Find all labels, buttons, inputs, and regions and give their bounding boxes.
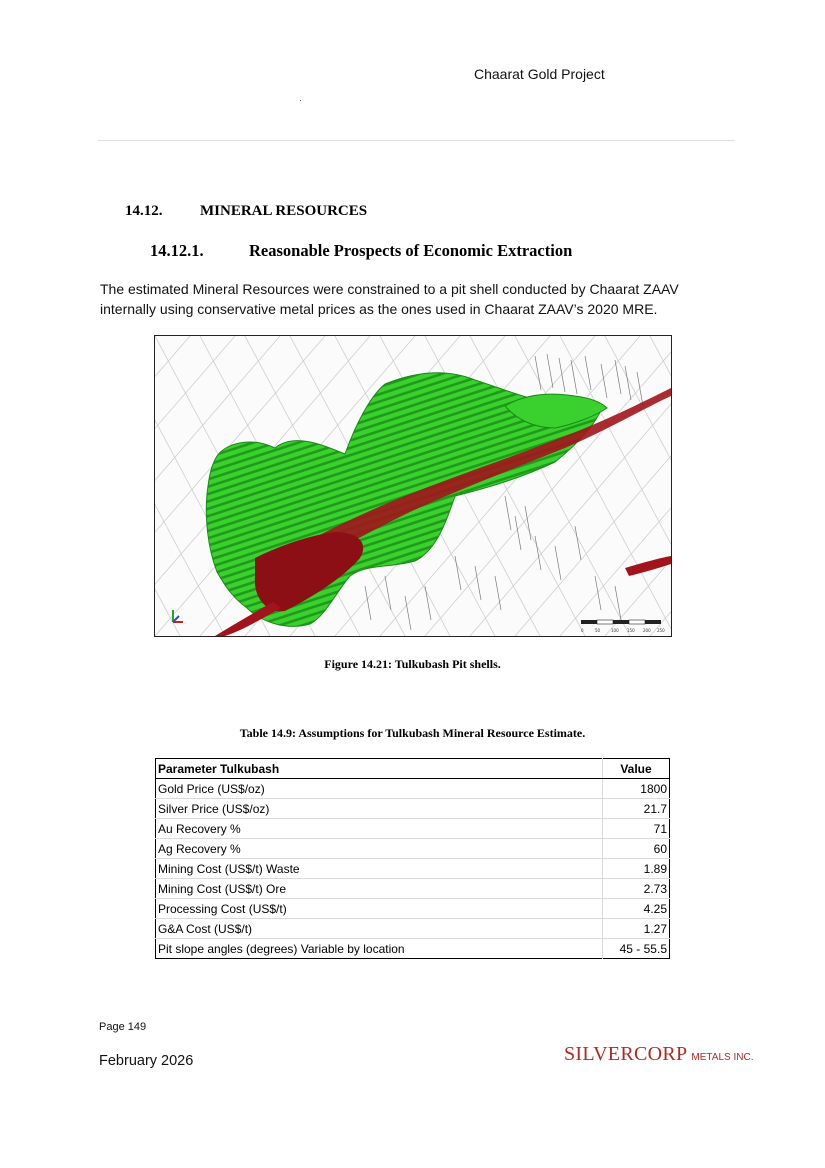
drill-hole-trace [547, 354, 553, 388]
drill-hole-trace [475, 566, 481, 600]
grid-line [470, 336, 630, 636]
pit-shell-figure [154, 335, 672, 637]
scale-label: 150 [627, 628, 635, 633]
drill-hole-trace [601, 364, 607, 398]
header-value: Value [603, 759, 670, 779]
header-parameter: Parameter Tulkubash [156, 759, 603, 779]
logo-sub-text: METALS INC. [691, 1052, 754, 1063]
section-number: 14.12. [125, 203, 163, 219]
assumptions-table [155, 758, 670, 959]
cell-parameter: Gold Price (US$/oz) [156, 779, 603, 799]
logo-main-text: SILVERCORP [564, 1043, 688, 1065]
cell-parameter: G&A Cost (US$/t) [156, 919, 603, 939]
scale-label: 200 [643, 628, 651, 633]
section-title: MINERAL RESOURCES [200, 203, 368, 219]
drill-hole-trace [595, 576, 601, 610]
ore-body-right [625, 556, 671, 576]
drill-hole-trace [555, 546, 561, 580]
table-row [156, 919, 670, 939]
cell-parameter: Pit slope angles (degrees) Variable by location [158, 941, 405, 956]
subsection-number: 14.12.1. [150, 241, 204, 260]
cell-value: 4.25 [603, 899, 670, 919]
scale-label: 250 [657, 628, 665, 633]
table-row [156, 779, 670, 799]
silvercorp-logo [564, 1043, 753, 1066]
drill-hole-trace [365, 586, 371, 620]
drill-hole-trace [535, 356, 541, 390]
subsection-title: Reasonable Prospects of Economic Extraction [249, 241, 573, 260]
table-row [156, 799, 670, 819]
table-caption: Table 14.9: Assumptions for Tulkubash Mineral Resource Estimate. [239, 726, 586, 740]
header-divider [98, 140, 735, 141]
grid-line [605, 336, 671, 636]
grid-line [650, 336, 671, 636]
grid-line [515, 336, 671, 636]
drill-hole-trace [515, 516, 521, 550]
drill-hole-trace [559, 358, 565, 392]
cell-value: 45 - 55.5 [603, 939, 670, 959]
grid-line [650, 336, 671, 636]
figure-caption: Figure 14.21: Tulkubash Pit shells. [324, 657, 501, 671]
cell-value: 1800 [603, 779, 670, 799]
table-row [156, 899, 670, 919]
cell-value: 21.7 [603, 799, 670, 819]
drill-hole-trace [525, 506, 531, 540]
scale-label: 0 [581, 628, 584, 633]
cell-value: 1.89 [603, 859, 670, 879]
table-row [156, 939, 670, 959]
grid-line [155, 336, 190, 636]
table-row [156, 839, 670, 859]
scale-bar [581, 620, 665, 633]
header-dot [300, 100, 301, 101]
drill-hole-trace [571, 360, 577, 394]
cell-parameter: Ag Recovery % [156, 839, 603, 859]
section-heading [125, 203, 367, 220]
cell-parameter: Mining Cost (US$/t) Waste [156, 859, 603, 879]
subsection-heading [150, 241, 572, 261]
drill-hole-trace [495, 576, 501, 610]
table-row [156, 819, 670, 839]
document-header-title: Chaarat Gold Project [474, 66, 605, 82]
grid-line [560, 336, 671, 636]
grid-line [560, 336, 671, 636]
table-row [156, 859, 670, 879]
drill-hole-trace [535, 536, 541, 570]
scale-label: 100 [611, 628, 619, 633]
drill-hole-trace [615, 586, 621, 620]
table-header-row [156, 759, 670, 779]
cell-value: 71 [603, 819, 670, 839]
grid-line [605, 336, 671, 636]
table-row [156, 879, 670, 899]
cell-parameter: Mining Cost (US$/t) Ore [156, 879, 603, 899]
cell-parameter: Processing Cost (US$/t) [156, 899, 603, 919]
axis-triad-icon [173, 610, 183, 622]
cell-parameter: Silver Price (US$/oz) [156, 799, 603, 819]
pit-shell-3d-view [155, 336, 671, 636]
drill-hole-trace [455, 556, 461, 590]
grid-line [155, 336, 180, 636]
page-number: Page 149 [99, 1021, 147, 1033]
cell-parameter: Au Recovery % [156, 819, 603, 839]
grid-line [470, 336, 671, 636]
footer-date: February 2026 [99, 1053, 194, 1069]
scale-label: 50 [595, 628, 601, 633]
grid-line [515, 336, 671, 636]
drill-hole-trace [505, 496, 511, 530]
drill-hole-trace [425, 586, 431, 620]
cell-value: 60 [603, 839, 670, 859]
cell-value: 1.27 [603, 919, 670, 939]
cell-value: 2.73 [603, 879, 670, 899]
body-paragraph: The estimated Mineral Resources were constrained to a pit shell conducted by Chaarat ZAAV internally using conservative metal prices as the ones used in Chaarat ZAAV’s 2020 MRE. [100, 281, 679, 317]
